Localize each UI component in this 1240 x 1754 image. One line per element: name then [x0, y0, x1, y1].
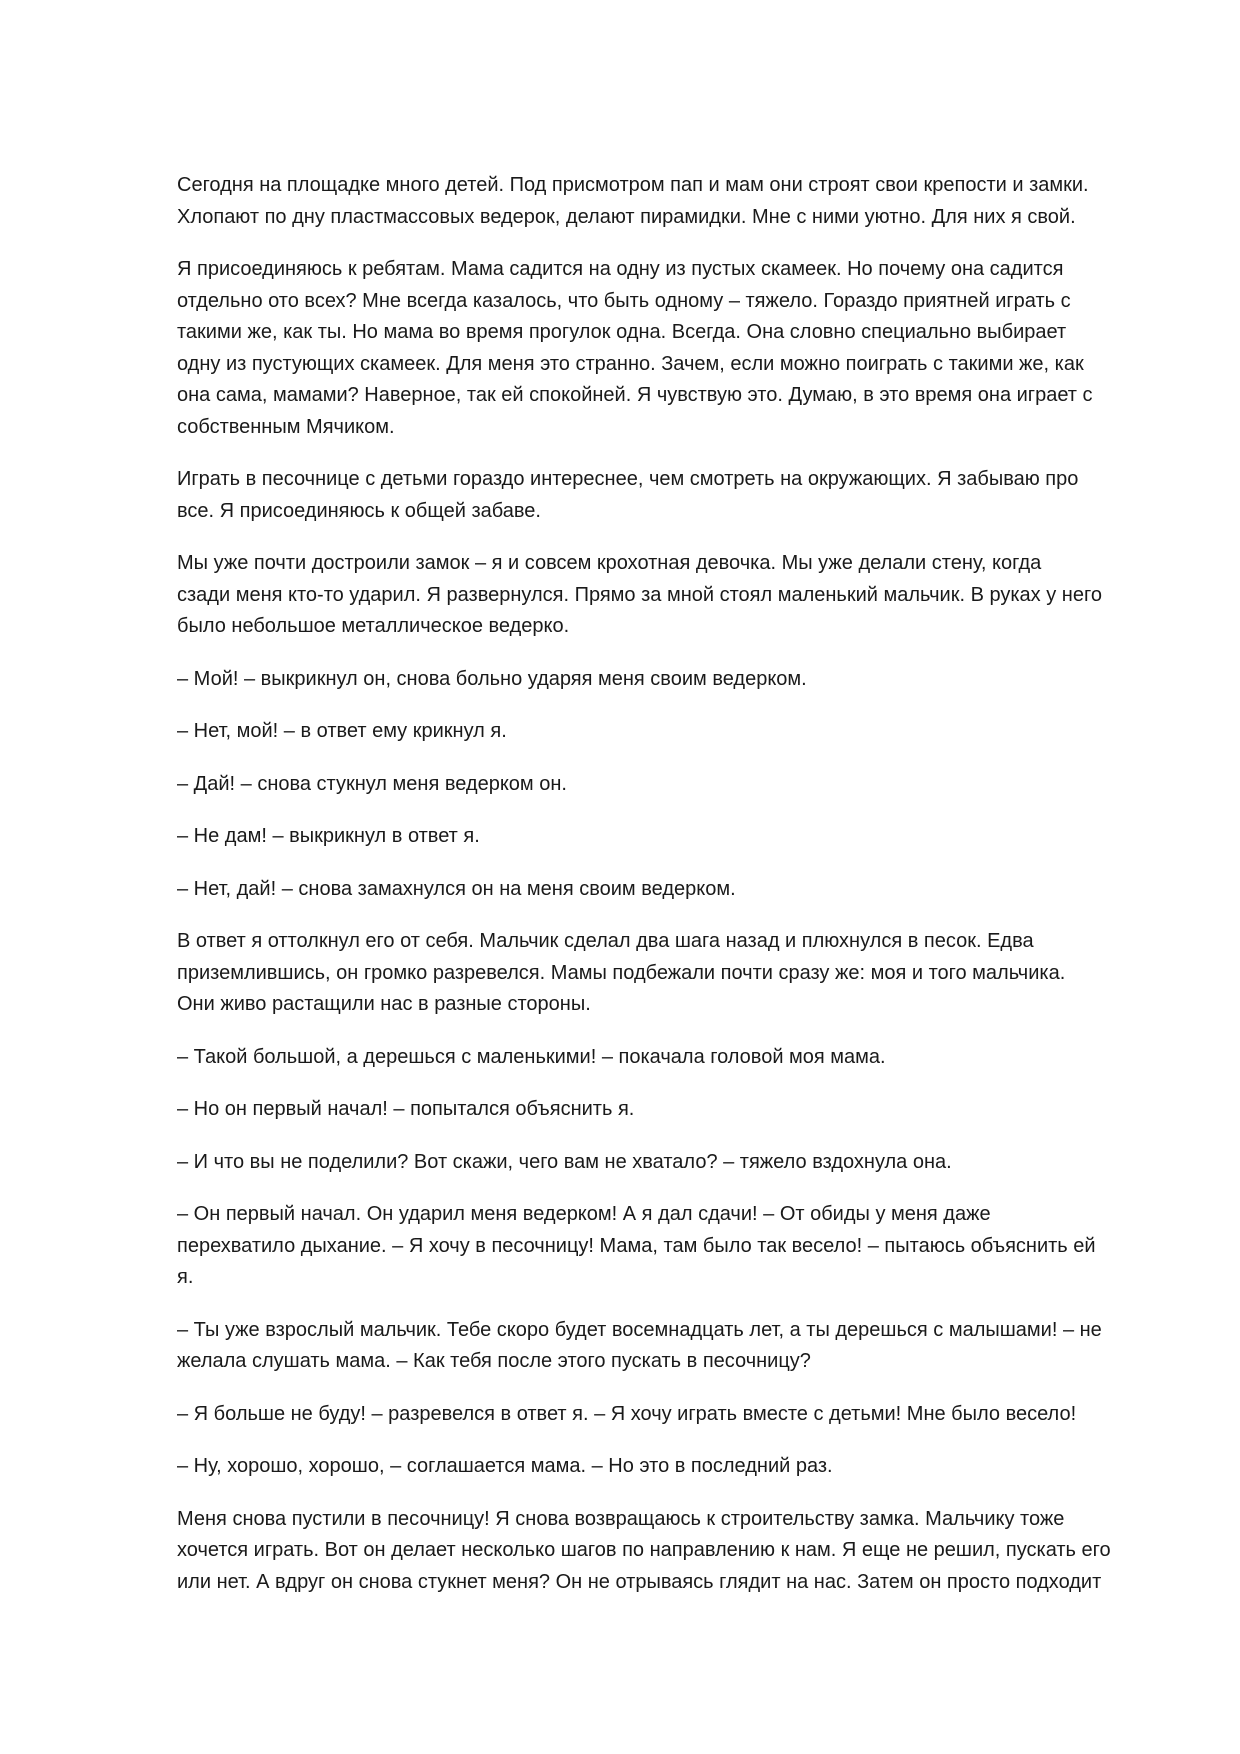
- dialogue-line: – Мой! – выкрикнул он, снова больно ударяя меня своим ведерком.: [177, 667, 807, 690]
- paragraph: Я присоединяюсь к ребятам. Мама садится на одну из пустых скамеек. Но почему она садится отдельно ото всех? Мне всегда казалось, что быть одному – тяжело. Гораздо приятней играть с такими же, как ты. Но мама во время прогулок одна. Всегда. Она словно специально выбирает одну из пустующих скамеек. Для меня это странно. Зачем, если можно поиграть с такими же, как она сама, мамами? Наверное, так ей спокойней. Я чувствую это. Думаю, в это время она играет с собственным Мячиком.: [177, 258, 1093, 438]
- paragraph: Сегодня на площадке много детей. Под присмотром пап и мам они строят свои крепости и замки. Хлопают по дну пластмассовых ведерок, делают пирамидки. Мне с ними уютно. Для них я свой.: [177, 174, 1089, 228]
- dialogue-line: – Нет, дай! – снова замахнулся он на меня своим ведерком.: [177, 877, 736, 900]
- dialogue-line: – Ну, хорошо, хорошо, – соглашается мама. – Но это в последний раз.: [177, 1455, 833, 1477]
- dialogue-line: – Он первый начал. Он ударил меня ведерком! А я дал сдачи! – От обиды у меня даже перехватило дыхание. – Я хочу в песочницу! Мама, там было так весело! – пытаюсь объяснить ей я.: [177, 1203, 1096, 1288]
- dialogue-line: – И что вы не поделили? Вот скажи, чего вам не хватало? – тяжело вздохнула она.: [177, 1150, 952, 1173]
- paragraph: В ответ я оттолкнул его от себя. Мальчик сделал два шага назад и плюхнулся в песок. Едва приземлившись, он громко разревелся. Мамы подбежали почти сразу же: моя и того мальчика. Они живо растащили нас в разные стороны.: [177, 930, 1066, 1015]
- dialogue-line: – Дай! – снова стукнул меня ведерком он.: [177, 772, 567, 795]
- dialogue-line: – Такой большой, а дерешься с маленькими! – покачала головой моя мама.: [177, 1045, 886, 1068]
- dialogue-line: – Нет, мой! – в ответ ему крикнул я.: [177, 720, 507, 742]
- paragraph: Мы уже почти достроили замок – я и совсем крохотная девочка. Мы уже делали стену, когда сзади меня кто-то ударил. Я развернулся. Прямо за мной стоял маленький мальчик. В руках у него было небольшое металлическое ведерко.: [177, 552, 1102, 637]
- dialogue-line: – Я больше не буду! – разревелся в ответ я. – Я хочу играть вместе с детьми! Мне было весело!: [177, 1402, 1077, 1425]
- dialogue-line: – Не дам! – выкрикнул в ответ я.: [177, 825, 480, 847]
- paragraph: Играть в песочнице с детьми гораздо интереснее, чем смотреть на окружающих. Я забываю про все. Я присоединяюсь к общей забаве.: [177, 468, 1079, 522]
- paragraph: Меня снова пустили в песочницу! Я снова возвращаюсь к строительству замка. Мальчику тоже хочется играть. Вот он делает несколько шагов по направлению к нам. Я еще не решил, пускать его или нет. А вдруг он снова стукнет меня? Он не отрываясь глядит на нас. Затем он просто подходит: [177, 1507, 1111, 1593]
- document-body: [177, 170, 1162, 1619]
- dialogue-line: – Ты уже взрослый мальчик. Тебе скоро будет восемнадцать лет, а ты дерешься с малышами! – не желала слушать мама. – Как тебя после этого пускать в песочницу?: [177, 1318, 1102, 1372]
- dialogue-line: – Но он первый начал! – попытался объяснить я.: [177, 1098, 635, 1120]
